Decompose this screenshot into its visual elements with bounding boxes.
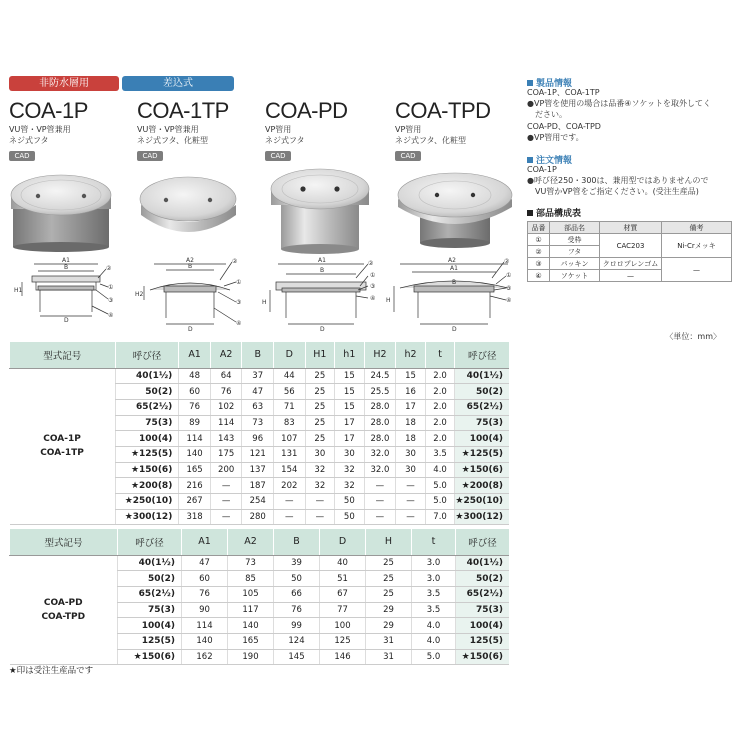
drawing-coa-1p [22, 264, 108, 316]
value-cell: 2.0 [425, 384, 455, 400]
value-cell: 50 [274, 571, 320, 587]
value-cell: 28.0 [364, 415, 396, 431]
value-cell: 56 [274, 384, 306, 400]
label-b: B [452, 279, 457, 286]
desc-line: VP管用 [265, 125, 292, 134]
cad-badge[interactable]: CAD [137, 151, 163, 161]
product-info-line: ●VP管を使用の場合は品番④ソケットを取外してく [527, 99, 711, 108]
value-cell: 318 [179, 509, 211, 525]
label-part-3: ③ [370, 283, 376, 290]
value-cell: 7.0 [425, 509, 455, 525]
desc-line: VU管・VP管兼用 [137, 125, 199, 134]
value-cell: 24.5 [364, 368, 396, 384]
spec-header-cell: h2 [396, 342, 426, 368]
value-cell: — [364, 509, 396, 525]
value-cell: 4.0 [425, 462, 455, 478]
label-d: D [188, 326, 193, 333]
value-cell: 73 [228, 555, 274, 571]
spec-header-cell: 呼び径 [118, 529, 182, 555]
spec-header-row [10, 529, 510, 555]
drawing-coa-pd [270, 264, 368, 324]
value-cell: 25 [305, 368, 335, 384]
product-desc-coa-1p [9, 124, 71, 146]
value-cell: — [396, 494, 426, 510]
parts-cell: ソケット [550, 270, 600, 282]
label-part-1: ① [506, 272, 512, 279]
value-cell: 165 [179, 462, 211, 478]
value-cell: 32 [335, 462, 365, 478]
size-cell: 65(2½) [455, 399, 509, 415]
value-cell: 25 [366, 555, 412, 571]
value-cell: 3.5 [412, 602, 456, 618]
value-cell: 15 [335, 368, 365, 384]
spec-header-cell: 型式記号 [10, 529, 118, 555]
value-cell: 5.0 [425, 494, 455, 510]
value-cell: 25.5 [364, 384, 396, 400]
parts-table-heading [527, 206, 581, 219]
model-cell [10, 368, 116, 525]
value-cell: 2.0 [425, 399, 455, 415]
label-part-1: ① [370, 272, 376, 279]
value-cell: 29 [366, 602, 412, 618]
size-cell: 100(4) [456, 618, 510, 634]
label-d: D [452, 326, 457, 333]
value-cell: 140 [182, 633, 228, 649]
size-cell: ★250(10) [455, 494, 509, 510]
label-d: D [320, 326, 325, 333]
value-cell: 146 [320, 649, 366, 665]
product-photos [0, 165, 520, 255]
value-cell: 32 [305, 478, 335, 494]
desc-line: ネジ式フタ [9, 136, 49, 145]
value-cell: 90 [182, 602, 228, 618]
parts-header: 備考 [662, 222, 732, 234]
value-cell: 63 [242, 399, 274, 415]
size-cell: ★200(8) [115, 478, 179, 494]
size-cell: ★200(8) [455, 478, 509, 494]
parts-cell: CAC203 [600, 234, 662, 258]
parts-table [527, 221, 732, 282]
value-cell: 77 [320, 602, 366, 618]
size-cell: ★150(6) [455, 462, 509, 478]
photo-coa-pd [271, 169, 369, 254]
label-part-4: ④ [370, 295, 376, 302]
value-cell: 30 [396, 446, 426, 462]
footnote: ★印は受注生産品です [9, 666, 94, 676]
value-cell: 140 [179, 446, 211, 462]
model-code: COA-1P [43, 434, 81, 445]
label-part-3: ③ [236, 299, 242, 306]
value-cell: 76 [210, 384, 242, 400]
drawing-coa-1tp [144, 262, 236, 324]
product-info-line: ●VP管用です。 [527, 133, 584, 142]
value-cell: 124 [274, 633, 320, 649]
size-cell: ★150(6) [456, 649, 510, 665]
product-desc-coa-1tp [137, 124, 208, 146]
value-cell: 5.0 [425, 478, 455, 494]
spec-header-cell: D [274, 342, 306, 368]
spec-header-cell: t [425, 342, 455, 368]
value-cell: 50 [335, 509, 365, 525]
size-cell: 75(3) [455, 415, 509, 431]
value-cell: 3.5 [425, 446, 455, 462]
value-cell: 5.0 [412, 649, 456, 665]
parts-header: 品番 [528, 222, 550, 234]
spec-header-cell: 型式記号 [10, 342, 116, 368]
size-cell: 40(1½) [115, 368, 179, 384]
label-a1: A1 [62, 257, 70, 264]
value-cell: 83 [274, 415, 306, 431]
label-part-4: ④ [236, 320, 242, 327]
photo-coa-tpd [398, 173, 512, 248]
spec-header-row [10, 342, 510, 368]
size-cell: 75(3) [115, 415, 179, 431]
value-cell: 51 [320, 571, 366, 587]
order-info-line: VU管かVP管をご指定ください。(受注生産品) [527, 187, 699, 196]
product-model-coa-1p: COA-1P [9, 98, 88, 123]
spec-header-cell: A2 [210, 342, 242, 368]
value-cell: 18 [396, 415, 426, 431]
product-desc-coa-pd [265, 124, 304, 146]
value-cell: 280 [242, 509, 274, 525]
spec-header-cell: A2 [228, 529, 274, 555]
size-cell: 125(5) [456, 633, 510, 649]
value-cell: 25 [366, 571, 412, 587]
value-cell: 187 [242, 478, 274, 494]
value-cell: 76 [179, 399, 211, 415]
value-cell: 25 [366, 586, 412, 602]
label-part-4: ④ [108, 312, 114, 319]
product-model-coa-pd: COA-PD [265, 98, 348, 123]
label-b: B [320, 267, 325, 274]
value-cell: 40 [320, 555, 366, 571]
value-cell: 39 [274, 555, 320, 571]
size-cell: 40(1½) [455, 368, 509, 384]
parts-cell: パッキン [550, 258, 600, 270]
cad-badge[interactable]: CAD [9, 151, 35, 161]
label-part-3: ③ [108, 297, 114, 304]
value-cell: 114 [179, 431, 211, 447]
value-cell: 32 [305, 462, 335, 478]
value-cell: 145 [274, 649, 320, 665]
parts-header: 材質 [600, 222, 662, 234]
product-model-coa-tpd: COA-TPD [395, 98, 491, 123]
size-cell: 65(2½) [456, 586, 510, 602]
value-cell: 17 [396, 399, 426, 415]
value-cell: 267 [179, 494, 211, 510]
value-cell: 15 [396, 368, 426, 384]
desc-line: VP管用 [395, 125, 422, 134]
label-h: H [386, 297, 391, 304]
value-cell: 18 [396, 431, 426, 447]
value-cell: 25 [305, 399, 335, 415]
label-part-1: ① [236, 279, 242, 286]
value-cell: 60 [182, 571, 228, 587]
value-cell: — [396, 509, 426, 525]
value-cell: 143 [210, 431, 242, 447]
tag-non-waterproof: 非防水層用 [9, 76, 119, 91]
spec-header-cell: H1 [305, 342, 335, 368]
label-d: D [64, 317, 69, 324]
value-cell: 100 [320, 618, 366, 634]
size-cell: 100(4) [118, 618, 182, 634]
value-cell: 89 [179, 415, 211, 431]
value-cell: 25 [305, 384, 335, 400]
model-cell [10, 555, 118, 665]
value-cell: — [364, 478, 396, 494]
size-cell: 75(3) [456, 602, 510, 618]
value-cell: 25 [305, 415, 335, 431]
value-cell: 85 [228, 571, 274, 587]
spec-header-cell: 呼び径 [115, 342, 179, 368]
parts-cell: ④ [528, 270, 550, 282]
label-a2: A2 [448, 257, 456, 264]
value-cell: 66 [274, 586, 320, 602]
label-a1: A1 [450, 265, 458, 272]
photo-coa-1p [11, 175, 111, 252]
table-row [10, 368, 510, 384]
desc-line: ネジ式フタ [265, 136, 305, 145]
label-a1: A1 [318, 257, 326, 264]
value-cell: 48 [179, 368, 211, 384]
label-h: H [262, 299, 267, 306]
value-cell: 4.0 [412, 618, 456, 634]
label-part-2: ② [368, 260, 374, 267]
desc-line: ネジ式フタ、化粧型 [137, 136, 208, 145]
value-cell: 154 [274, 462, 306, 478]
product-model-coa-1tp: COA-1TP [137, 98, 229, 123]
spec-header-cell: h1 [335, 342, 365, 368]
value-cell: 3.0 [412, 571, 456, 587]
spec-header-cell: A1 [179, 342, 211, 368]
value-cell: 47 [242, 384, 274, 400]
value-cell: 17 [335, 415, 365, 431]
value-cell: 25 [305, 431, 335, 447]
photo-coa-1tp [140, 177, 236, 232]
value-cell: 200 [210, 462, 242, 478]
size-cell: ★300(12) [455, 509, 509, 525]
value-cell: 4.0 [412, 633, 456, 649]
cad-badge[interactable]: CAD [395, 151, 421, 161]
size-cell: ★150(6) [115, 462, 179, 478]
value-cell: 131 [274, 446, 306, 462]
parts-cell: Ni-Crメッキ [662, 234, 732, 258]
size-cell: 100(4) [115, 431, 179, 447]
parts-cell: — [662, 258, 732, 282]
label-b: B [64, 264, 69, 271]
value-cell: 16 [396, 384, 426, 400]
value-cell: 15 [335, 384, 365, 400]
value-cell: — [210, 478, 242, 494]
desc-line: ネジ式フタ、化粧型 [395, 136, 466, 145]
value-cell: 102 [210, 399, 242, 415]
value-cell: 114 [210, 415, 242, 431]
value-cell: 15 [335, 399, 365, 415]
value-cell: 2.0 [425, 415, 455, 431]
size-cell: 50(2) [455, 384, 509, 400]
value-cell: 3.0 [412, 555, 456, 571]
size-cell: 40(1½) [456, 555, 510, 571]
value-cell: 121 [242, 446, 274, 462]
spec-header-cell: B [274, 529, 320, 555]
value-cell: 30 [396, 462, 426, 478]
size-cell: ★150(6) [118, 649, 182, 665]
size-cell: 100(4) [455, 431, 509, 447]
parts-cell: フタ [550, 246, 600, 258]
parts-cell: — [600, 270, 662, 282]
spec-header-cell: t [412, 529, 456, 555]
size-cell: 40(1½) [118, 555, 182, 571]
value-cell: — [274, 509, 306, 525]
value-cell: 71 [274, 399, 306, 415]
value-cell: — [396, 478, 426, 494]
unit-label: 〈単位：mm〉 [665, 332, 721, 341]
parts-cell: ② [528, 246, 550, 258]
value-cell: 30 [305, 446, 335, 462]
parts-cell: ① [528, 234, 550, 246]
value-cell: 190 [228, 649, 274, 665]
value-cell: — [305, 494, 335, 510]
value-cell: 162 [182, 649, 228, 665]
value-cell: 99 [274, 618, 320, 634]
size-cell: ★125(5) [115, 446, 179, 462]
parts-cell: ③ [528, 258, 550, 270]
value-cell: 117 [228, 602, 274, 618]
spec-header-cell: 呼び径 [456, 529, 510, 555]
size-cell: 125(5) [118, 633, 182, 649]
size-cell: ★125(5) [455, 446, 509, 462]
value-cell: 125 [320, 633, 366, 649]
value-cell: 73 [242, 415, 274, 431]
model-code: COA-1TP [40, 448, 84, 459]
product-info-line: COA-1P、COA-1TP [527, 88, 600, 97]
value-cell: 67 [320, 586, 366, 602]
spec-header-cell: A1 [182, 529, 228, 555]
label-part-2: ② [504, 258, 510, 265]
value-cell: — [210, 509, 242, 525]
label-part-3: ③ [506, 285, 512, 292]
parts-cell: クロロプレンゴム [600, 258, 662, 270]
value-cell: 2.0 [425, 431, 455, 447]
value-cell: — [274, 494, 306, 510]
value-cell: 202 [274, 478, 306, 494]
value-cell: 29 [366, 618, 412, 634]
spec-header-cell: H [366, 529, 412, 555]
value-cell: 96 [242, 431, 274, 447]
value-cell: 37 [242, 368, 274, 384]
order-info-line: COA-1P [527, 165, 557, 174]
model-code: COA-PD [43, 597, 83, 608]
label-h1: H1 [14, 287, 23, 294]
value-cell: 60 [179, 384, 211, 400]
value-cell: 3.5 [412, 586, 456, 602]
label-part-2: ② [106, 265, 112, 272]
size-cell: 75(3) [118, 602, 182, 618]
value-cell: 216 [179, 478, 211, 494]
size-cell: 50(2) [456, 571, 510, 587]
value-cell: 2.0 [425, 368, 455, 384]
label-b: B [188, 263, 193, 270]
spec-header-cell: D [320, 529, 366, 555]
value-cell: 31 [366, 633, 412, 649]
tag-insert-type: 差込式 [122, 76, 234, 91]
cad-badge[interactable]: CAD [265, 151, 291, 161]
size-cell: 65(2½) [115, 399, 179, 415]
value-cell: 32 [335, 478, 365, 494]
value-cell: 32.0 [364, 462, 396, 478]
label-a2: A2 [186, 257, 194, 264]
label-part-1: ① [108, 284, 114, 291]
value-cell: 165 [228, 633, 274, 649]
spec-header-cell: 呼び径 [455, 342, 509, 368]
spec-header-cell: B [242, 342, 274, 368]
size-cell: ★250(10) [115, 494, 179, 510]
value-cell: 17 [335, 431, 365, 447]
parts-header: 部品名 [550, 222, 600, 234]
value-cell: 76 [274, 602, 320, 618]
value-cell: 32.0 [364, 446, 396, 462]
size-cell: ★300(12) [115, 509, 179, 525]
value-cell: 30 [335, 446, 365, 462]
heading-text: 製品情報 [536, 79, 573, 89]
value-cell: 105 [228, 586, 274, 602]
value-cell: — [364, 494, 396, 510]
value-cell: 44 [274, 368, 306, 384]
value-cell: 107 [274, 431, 306, 447]
value-cell: 50 [335, 494, 365, 510]
value-cell: — [305, 509, 335, 525]
order-info-line: ●呼び径250・300は、兼用型ではありませんので [527, 176, 709, 185]
size-cell: 50(2) [118, 571, 182, 587]
product-info-line: ださい。 [527, 110, 567, 119]
value-cell: 28.0 [364, 431, 396, 447]
value-cell: 31 [366, 649, 412, 665]
value-cell: 140 [228, 618, 274, 634]
table-row [10, 555, 510, 571]
value-cell: 28.0 [364, 399, 396, 415]
spec-header-cell: H2 [364, 342, 396, 368]
spec-table-coa-1p [9, 342, 509, 525]
value-cell: 175 [210, 446, 242, 462]
spec-table-coa-pd [9, 529, 509, 665]
value-cell: 114 [182, 618, 228, 634]
value-cell: 64 [210, 368, 242, 384]
model-code: COA-TPD [41, 611, 86, 622]
value-cell: 254 [242, 494, 274, 510]
heading-text: 部品構成表 [536, 209, 582, 219]
parts-cell: 受枠 [550, 234, 600, 246]
label-part-4: ④ [506, 297, 512, 304]
value-cell: 137 [242, 462, 274, 478]
size-cell: 50(2) [115, 384, 179, 400]
value-cell: 76 [182, 586, 228, 602]
label-h2: H2 [135, 291, 144, 298]
size-cell: 65(2½) [118, 586, 182, 602]
heading-text: 注文情報 [536, 156, 573, 166]
product-desc-coa-tpd [395, 124, 466, 146]
technical-drawings [0, 256, 520, 334]
product-info-line: COA-PD、COA-TPD [527, 122, 601, 131]
desc-line: VU管・VP管兼用 [9, 125, 71, 134]
label-part-2: ② [232, 258, 238, 265]
value-cell: — [210, 494, 242, 510]
value-cell: 47 [182, 555, 228, 571]
